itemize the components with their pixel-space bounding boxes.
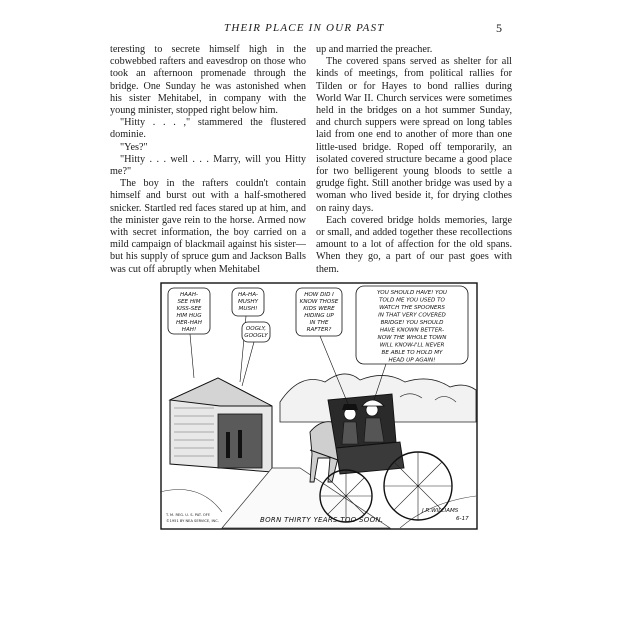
bubble-line: KISS-SEE <box>176 306 202 312</box>
cartoonist-signature: J.R.WILLIAMS <box>422 508 459 514</box>
bubble-line: GOOGLY <box>244 333 268 339</box>
bubble-line: MUSHY <box>237 299 259 305</box>
paragraph: Each covered bridge holds memories, large or small, and added together these recollections amount to a lot of affection for the old spans. When they go, a part of our past goes with them. <box>316 214 512 275</box>
paragraph: teresting to secrete himself high in the cobwebbed rafters and eavesdrop on those who took an afternoon promenade through the bridge. One Sunday he was astonished when his sister Mehitabel, in company with the young minister, stopped right below him. <box>110 44 306 117</box>
paragraph: "Hitty . . . well . . . Marry, will you Hitty me?" <box>110 153 306 178</box>
right-column <box>316 44 512 276</box>
copyright-line: ©1951 BY NEA SERVICE, INC. <box>166 519 219 523</box>
bubble-line: TOLD ME YOU USED TO <box>379 297 445 304</box>
copyright-line: T. M. REG. U. S. PAT. OFF. <box>166 513 211 517</box>
paragraph: "Yes?" <box>120 141 148 153</box>
running-head: THEIR PLACE IN OUR PAST <box>224 22 385 34</box>
bubble-line: HIDING UP <box>304 313 334 319</box>
paragraph: The covered spans served as shelter for all kinds of meetings, from political rallies for Tilden or for Hayes to bond rallies during World War II. Church services were sometimes held in the bridges on a hot summer Sunday, and church suppers were spread on long tables laid from one end to another of more than one little-used bridge. Roped off temporarily, an isolated covered structure became a good place for two belligerent young bloods to settle a grudge fight. Still another bridge was used by a woman who lived beside it, for drying clothes on rainy days. <box>316 56 512 214</box>
bubble-line: HIM HUG <box>176 313 202 319</box>
cartoon-illustration <box>160 282 478 530</box>
bubble-line: YOU SHOULD HAVE! YOU <box>376 290 448 296</box>
paragraph: up and married the preacher. <box>316 44 433 55</box>
bubble-line: HEAD UP AGAIN! <box>388 357 436 364</box>
bubble-line: IN THAT VERY COVERED <box>378 312 446 319</box>
bubble-line: KIDS WERE <box>303 306 335 312</box>
bubble-line: HER-HAH <box>176 320 202 326</box>
bubble-line: BRIDGE! YOU SHOULD <box>380 320 444 326</box>
left-column <box>110 44 306 276</box>
bubble-line: RAFTER? <box>306 327 332 333</box>
cartoon-date: 6-17 <box>456 516 469 522</box>
cartoon-drawing <box>160 282 478 530</box>
bubble-line: SEE HIM <box>177 299 201 305</box>
bubble-line: WATCH THE SPOONERS <box>379 305 445 311</box>
bubble-line: WILL KNOW-I'LL NEVER <box>379 342 445 349</box>
page-number: 5 <box>496 21 502 35</box>
paragraph: The boy in the rafters couldn't contain himself and burst out with a half-smothered snicker. Startled red faces stared up at him, and the minister gave rein to the horse. Armed now with secret information, the boy carried on a mild campaign of blackmail against his sister—but his supply of spruce gum and Jackson Balls was cut off abruptly when Mehitabel <box>110 178 306 275</box>
bubble-line: BE ABLE TO HOLD MY <box>381 350 443 356</box>
bubble-line: OOGLY, <box>245 326 267 332</box>
bubble-line: KNOW THOSE <box>299 299 339 305</box>
bubble-line: HOW DID I <box>304 292 334 298</box>
bubble-line: HA-HA- <box>237 292 259 298</box>
cartoon-caption: BORN THIRTY YEARS TOO SOON. <box>260 516 384 524</box>
paragraph: "Hitty . . . ," stammered the flustered dominie. <box>110 117 306 141</box>
bubble-line: IN THE <box>309 320 329 326</box>
bubble-line: HAH! <box>181 327 197 333</box>
bubble-line: MUSH! <box>238 306 258 312</box>
bubble-line: NOW THE WHOLE TOWN <box>377 335 447 341</box>
bubble-line: HAAH- <box>179 292 199 298</box>
bubble-line: HAVE KNOWN BETTER- <box>379 327 445 334</box>
